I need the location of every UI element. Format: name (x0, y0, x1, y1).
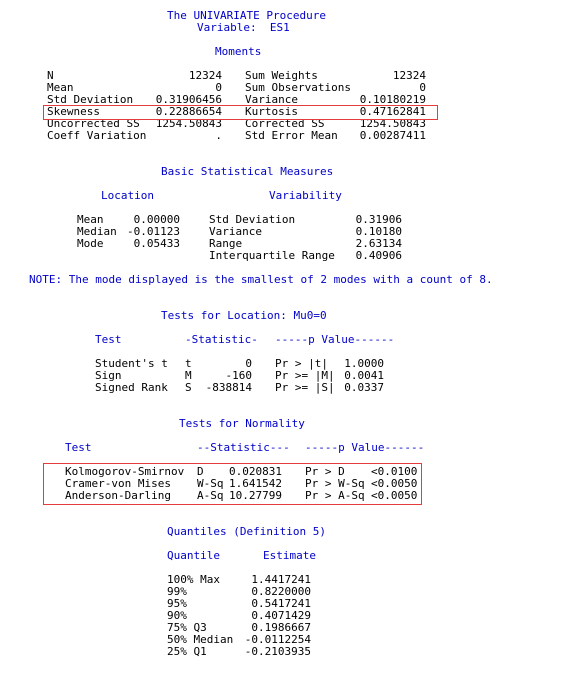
moments-value: 0.10180219 (359, 93, 426, 106)
moments-label: Mean (47, 81, 74, 94)
quantile-label: 95% (167, 597, 187, 610)
variability-label: Variance (209, 225, 262, 238)
basic-measures-title: Basic Statistical Measures (161, 165, 334, 178)
location-tests-test-header: Test (95, 333, 122, 346)
mode-note: NOTE: The mode displayed is the smallest of 2 modes with a count of 8. (29, 273, 493, 286)
moments-value: 0 (419, 81, 426, 94)
moments-label: Corrected SS (245, 117, 325, 130)
normality-test-name: Anderson-Darling (65, 489, 171, 502)
moments-label: Coeff Variation (47, 129, 147, 142)
location-test-symbol: S (185, 381, 192, 394)
variability-value: 0.40906 (355, 249, 402, 262)
moments-value: 1254.50843 (359, 117, 426, 130)
normality-stat-header: --Statistic--- (197, 441, 290, 454)
quantile-estimate: -0.0112254 (244, 633, 311, 646)
variability-label: Range (209, 237, 243, 250)
quantile-label: 99% (167, 585, 187, 598)
location-test-symbol: M (185, 369, 192, 382)
normality-test-p-label: Pr > W-Sq (305, 477, 365, 490)
normality-test-p-value: <0.0050 (371, 489, 418, 502)
location-test-name: Student's t (95, 357, 168, 370)
moments-title: Moments (215, 45, 262, 58)
estimate-header: Estimate (263, 549, 316, 562)
quantile-estimate: 0.4071429 (251, 609, 311, 622)
location-test-statistic: 0 (245, 357, 252, 370)
location-test-statistic: -838814 (205, 381, 252, 394)
moments-value: 0.31906456 (155, 93, 222, 106)
normality-test-name: Cramer-von Mises (65, 477, 171, 490)
location-test-name: Sign (95, 369, 122, 382)
normality-title: Tests for Normality (179, 417, 305, 430)
location-tests-p-header: -----p Value------ (275, 333, 395, 346)
moments-label: Kurtosis (245, 105, 298, 118)
quantile-estimate: 0.5417241 (251, 597, 311, 610)
location-value: 0.05433 (133, 237, 180, 250)
normality-highlight (43, 463, 422, 505)
location-tests-stat-header: -Statistic- (185, 333, 258, 346)
moments-label: Skewness (47, 105, 100, 118)
normality-test-header: Test (65, 441, 92, 454)
location-value: 0.00000 (133, 213, 180, 226)
location-test-p-value: 1.0000 (344, 357, 384, 370)
quantile-label: 100% Max (167, 573, 220, 586)
moments-value: 12324 (392, 69, 426, 82)
quantiles-title: Quantiles (Definition 5) (167, 525, 326, 538)
variability-header: Variability (269, 189, 342, 202)
quantile-label: 25% Q1 (167, 645, 207, 658)
location-label: Mean (77, 213, 104, 226)
location-label: Median (77, 225, 117, 238)
normality-test-statistic: 10.27799 (229, 489, 282, 502)
normality-test-p-label: Pr > D (305, 465, 345, 478)
moments-label: N (47, 69, 54, 82)
normality-test-statistic: 1.641542 (229, 477, 282, 490)
variability-value: 0.10180 (355, 225, 402, 238)
quantile-label: 50% Median (167, 633, 234, 646)
moments-value: 0.47162841 (359, 105, 426, 118)
normality-test-p-label: Pr > A-Sq (305, 489, 365, 502)
moments-value: 0.22886654 (155, 105, 222, 118)
moments-value: 0 (215, 81, 222, 94)
variability-label: Std Deviation (209, 213, 296, 226)
procedure-title: The UNIVARIATE Procedure (167, 9, 326, 22)
normality-test-statistic: 0.020831 (229, 465, 282, 478)
moments-label: Sum Weights (245, 69, 318, 82)
location-test-symbol: t (185, 357, 192, 370)
moments-label: Std Error Mean (245, 129, 338, 142)
location-test-p-label: Pr > |t| (275, 357, 328, 370)
normality-test-p-value: <0.0100 (371, 465, 418, 478)
moments-label: Sum Observations (245, 81, 351, 94)
moments-value: 0.00287411 (359, 129, 426, 142)
location-test-statistic: -160 (225, 369, 252, 382)
location-test-p-value: 0.0041 (344, 369, 384, 382)
normality-test-symbol: W-Sq (197, 477, 224, 490)
location-test-p-label: Pr >= |S| (275, 381, 335, 394)
normality-test-name: Kolmogorov-Smirnov (65, 465, 185, 478)
skewness-kurtosis-highlight (43, 105, 438, 120)
normality-test-symbol: D (197, 465, 204, 478)
quantile-label: 90% (167, 609, 187, 622)
quantile-label: 75% Q3 (167, 621, 207, 634)
location-value: -0.01123 (127, 225, 180, 238)
moments-value: 12324 (188, 69, 222, 82)
normality-test-symbol: A-Sq (197, 489, 224, 502)
location-header: Location (101, 189, 154, 202)
location-test-name: Signed Rank (95, 381, 168, 394)
variable-label: Variable: ES1 (197, 21, 290, 34)
normality-p-header: -----p Value------ (305, 441, 425, 454)
normality-test-p-value: <0.0050 (371, 477, 418, 490)
variability-label: Interquartile Range (209, 249, 335, 262)
variability-value: 2.63134 (355, 237, 402, 250)
quantile-estimate: 1.4417241 (251, 573, 311, 586)
moments-value: 1254.50843 (155, 117, 222, 130)
variability-value: 0.31906 (355, 213, 402, 226)
quantile-estimate: -0.2103935 (244, 645, 311, 658)
location-test-p-label: Pr >= |M| (275, 369, 335, 382)
location-test-p-value: 0.0337 (344, 381, 384, 394)
quantile-estimate: 0.1986667 (251, 621, 311, 634)
location-tests-title: Tests for Location: Mu0=0 (161, 309, 327, 322)
moments-label: Std Deviation (47, 93, 134, 106)
location-label: Mode (77, 237, 104, 250)
moments-value: . (215, 129, 222, 142)
quantile-estimate: 0.8220000 (251, 585, 311, 598)
quantile-header: Quantile (167, 549, 220, 562)
moments-label: Uncorrected SS (47, 117, 140, 130)
moments-label: Variance (245, 93, 298, 106)
